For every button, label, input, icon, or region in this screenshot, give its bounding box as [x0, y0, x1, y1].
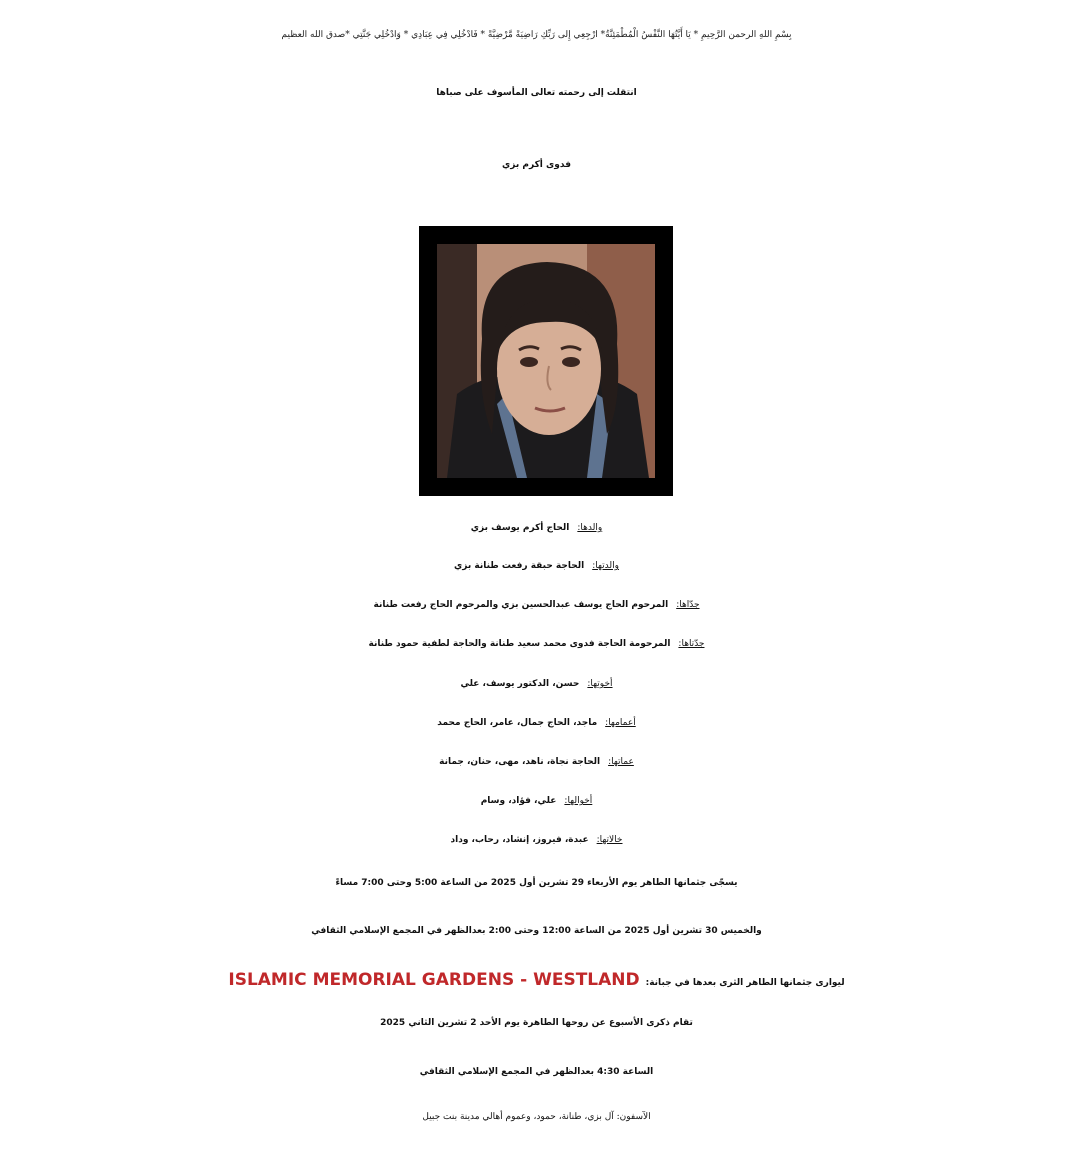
relative-value: المرحومة الحاجة فدوى محمد سعيد طنانة والحاجة لطفية حمود طنانة	[368, 639, 671, 649]
relative-label: جدّاها:	[676, 600, 700, 610]
relative-brothers	[0, 679, 1073, 689]
relative-grandmothers	[0, 639, 1073, 649]
relative-value: الحاجة حبقة رفعت طنانة بزي	[454, 561, 585, 571]
relative-label: جدّتاها:	[678, 639, 705, 649]
relative-label: والدها:	[577, 523, 603, 533]
relative-maternal-uncles	[0, 796, 1073, 806]
relative-label: عماتها:	[608, 757, 634, 767]
deceased-name: فدوى أكرم بزي	[502, 160, 571, 170]
relative-value: الحاج أكرم يوسف بزي	[470, 523, 570, 533]
relative-maternal-aunts	[0, 835, 1073, 845]
relative-mother	[0, 561, 1073, 571]
relative-father	[0, 523, 1073, 533]
relative-paternal-uncles	[0, 718, 1073, 728]
burial-line	[0, 970, 1073, 990]
viewing-line-2: والخميس 30 تشرين أول 2025 من الساعة 12:00 وحتى 2:00 بعدالظهر في المجمع الإسلامي الثقافي	[311, 926, 762, 936]
relative-paternal-aunts	[0, 757, 1073, 767]
memorial-line-1: تقام ذكرى الأسبوع عن روحها الطاهرة يوم الأحد 2 تشرين الثاني 2025	[380, 1018, 693, 1028]
relative-label: أخوالها:	[564, 796, 593, 806]
mourners-line: الآسفون: آل بزي، طنانة، حمود، وعموم أهالي مدينة بنت جبيل	[422, 1112, 651, 1122]
relative-value: حسن، الدكتور يوسف، علي	[460, 679, 580, 689]
announcement-heading: انتقلت إلى رحمته تعالى المأسوف على صباها	[436, 88, 637, 98]
relative-value: عبدة، فيروز، إنشاد، رحاب، وداد	[450, 835, 589, 845]
relative-label: أعمامها:	[605, 718, 636, 728]
relative-grandfathers	[0, 600, 1073, 610]
relative-value: علي، فؤاد، وسام	[480, 796, 557, 806]
burial-text: ليوارى جثمانها الطاهر الثرى بعدها في جبانة:	[645, 978, 845, 988]
portrait-photo	[437, 244, 655, 478]
viewing-line-1: يسجّى جثمانها الطاهر يوم الأربعاء 29 تشرين أول 2025 من الساعة 5:00 وحتى 7:00 مساءً	[335, 878, 738, 888]
relative-value: المرحوم الحاج يوسف عبدالحسين بزي والمرحوم الحاج رفعت طنانة	[373, 600, 669, 610]
relative-label: أخوتها:	[587, 679, 613, 689]
portrait-frame	[419, 226, 673, 496]
relative-label: والدتها:	[592, 561, 619, 571]
cemetery-name: ISLAMIC MEMORIAL GARDENS - WESTLAND	[228, 970, 640, 990]
relative-value: الحاجة نجاة، ناهد، مهى، حنان، جمانة	[439, 757, 601, 767]
relative-value: ماجد، الحاج جمال، عامر، الحاج محمد	[437, 718, 598, 728]
memorial-line-2: الساعة 4:30 بعدالظهر في المجمع الإسلامي الثقافي	[419, 1067, 654, 1077]
quran-verse: بِسْمِ اللهِ الرحمن الرَّحِيمِ * يَا أَيَّتُهَا النَّفْسُ الْمُطْمَئِنَّةُ* ارْجِعِي إِلى رَبِّكِ رَاضِيَةً مَّرْضِيَّةً * فَادْخُلِي فِي عِبَادِي * وَادْخُلِي جَنَّتِي *صدق الله العظيم	[281, 30, 792, 40]
relative-label: خالاتها:	[596, 835, 623, 845]
